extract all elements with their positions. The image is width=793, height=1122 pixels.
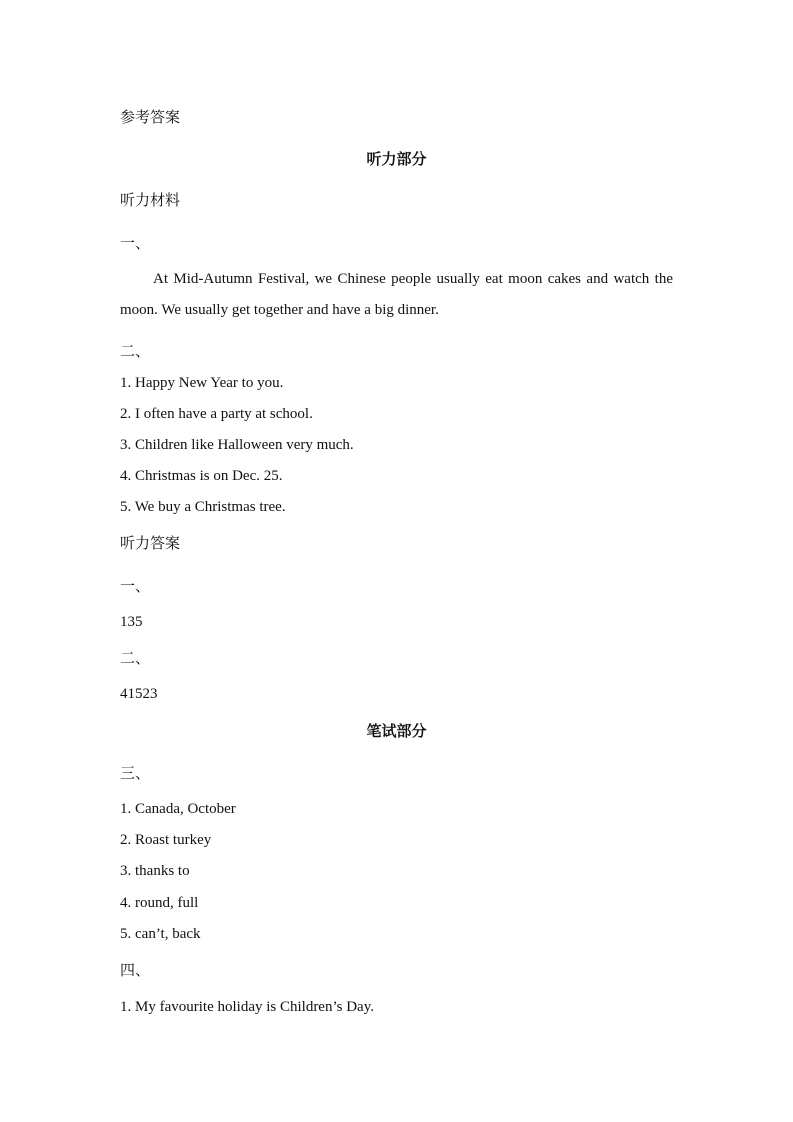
part3-item: 5. can’t, back	[120, 926, 201, 942]
part3-marker: 三、	[120, 764, 151, 782]
part2-item: 3. Children like Halloween very much.	[120, 437, 354, 453]
answer-part1-marker: 一、	[120, 577, 151, 595]
document-title: 参考答案	[120, 108, 181, 126]
part3-item: 2. Roast turkey	[120, 832, 212, 848]
part3-item: 4. round, full	[120, 895, 199, 911]
answer-part2-value: 41523	[120, 686, 158, 702]
part1-marker: 一、	[120, 234, 151, 252]
part2-item: 1. Happy New Year to you.	[120, 375, 284, 391]
part2-item: 2. I often have a party at school.	[120, 406, 313, 422]
part3-item: 1. Canada, October	[120, 801, 236, 817]
part3-item: 3. thanks to	[120, 863, 190, 879]
written-section-heading: 笔试部分	[366, 722, 427, 740]
listening-answers-label: 听力答案	[120, 534, 181, 552]
part1-passage: At Mid-Autumn Festival, we Chinese people usually eat moon cakes and watch the moon. We usually get together and have a big dinner.	[120, 271, 673, 318]
part2-item: 5. We buy a Christmas tree.	[120, 499, 286, 515]
part2-marker: 二、	[120, 342, 151, 360]
listening-material-label: 听力材料	[120, 191, 181, 209]
listening-section-heading: 听力部分	[366, 150, 427, 168]
answer-part2-marker: 二、	[120, 649, 151, 667]
part4-marker: 四、	[120, 961, 151, 979]
answer-part1-value: 135	[120, 614, 143, 630]
part4-item: 1. My favourite holiday is Children’s Day.	[120, 999, 374, 1015]
part2-item: 4. Christmas is on Dec. 25.	[120, 468, 283, 484]
